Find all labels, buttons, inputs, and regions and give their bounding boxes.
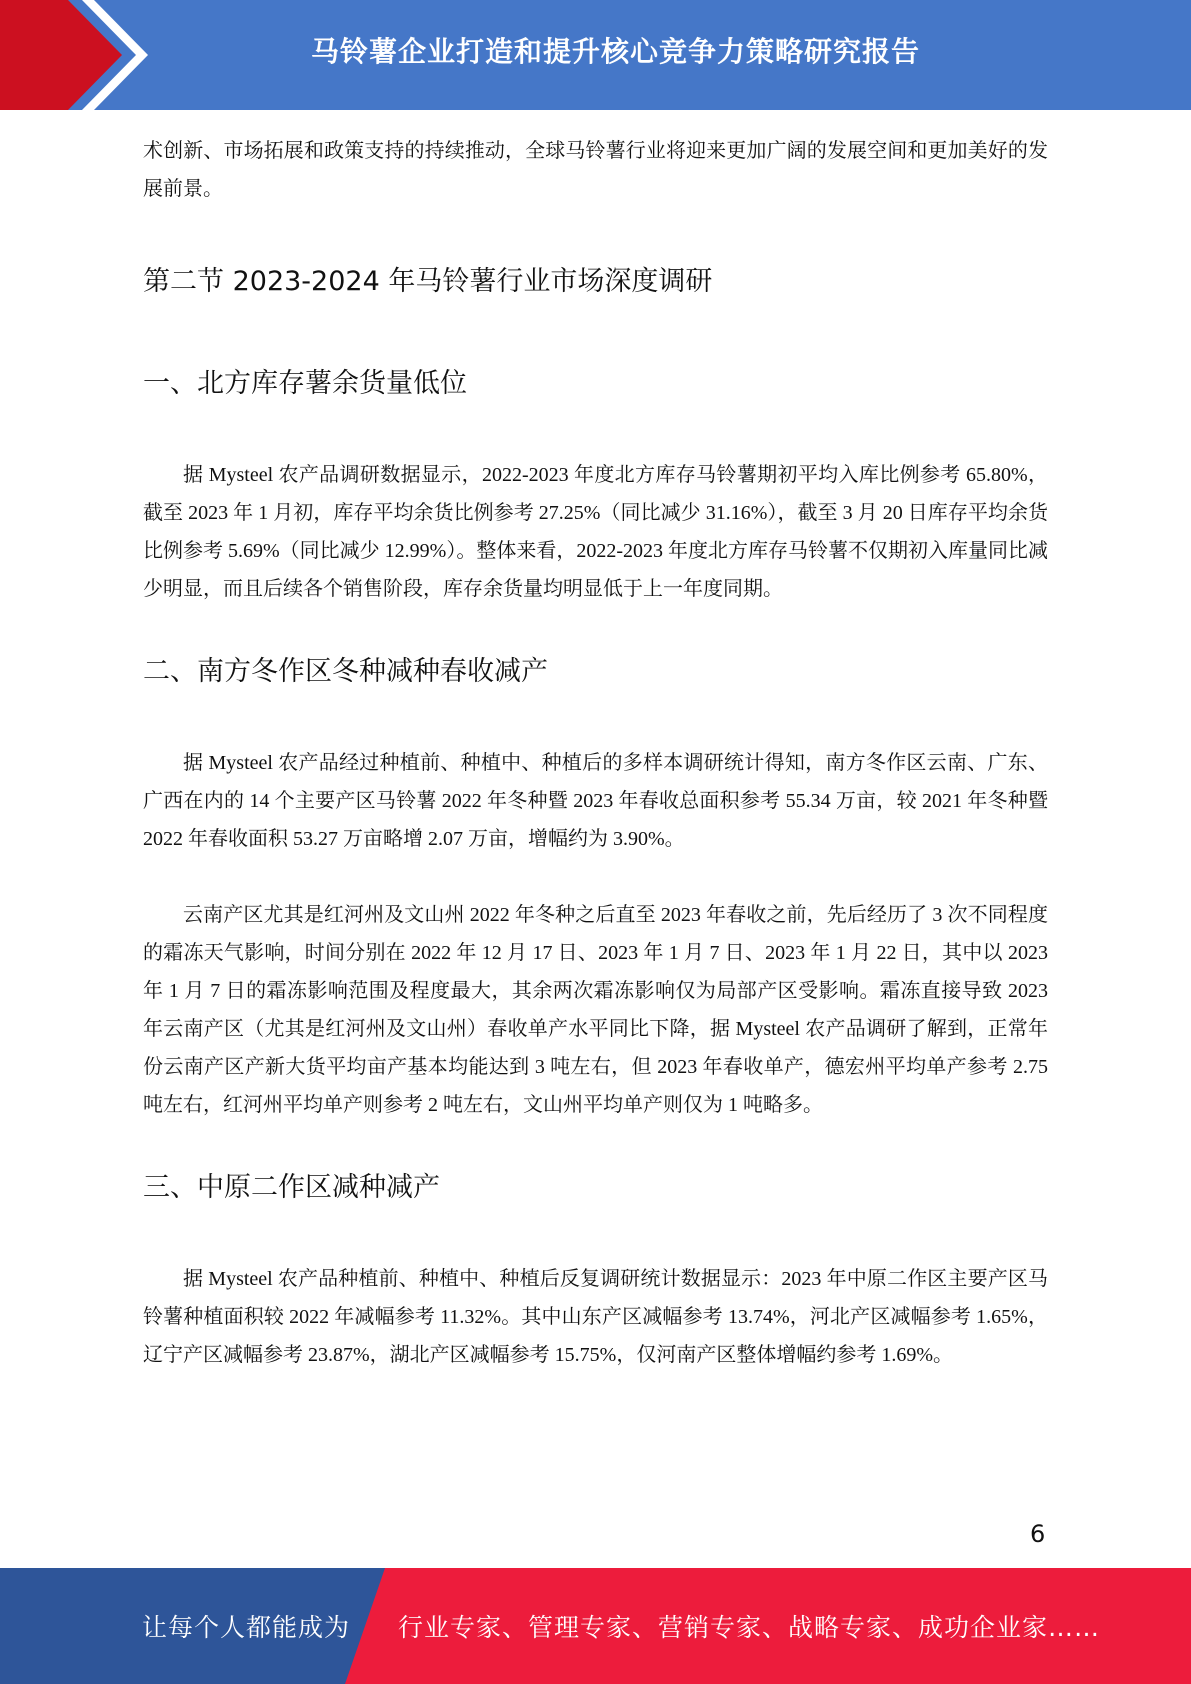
subsection-1-paragraph-1: 据 Mysteel 农产品调研数据显示，2022-2023 年度北方库存马铃薯期初平均入库比例参考 65.80%，截至 2023 年 1 月初，库存平均余货比例参考 27.25%（同比减少 31.16%），截至 3 月 20 日库存平均余货比例参考 5.69%（同比减少 12.99%）。整体来看，2022-2023 年度北方库存马铃薯不仅期初入库量同比减少明显，而且后续各个销售阶段，库存余货量均明显低于上一年度同期。 [143, 464, 1048, 600]
subsection-heading-1: 一、北方库存薯余货量低位 [143, 368, 467, 399]
section-title: 第二节 2023-2024 年马铃薯行业市场深度调研 [143, 266, 713, 297]
subsection-2-paragraph-1: 据 Mysteel 农产品经过种植前、种植中、种植后的多样本调研统计得知，南方冬作区云南、广东、广西在内的 14 个主要产区马铃薯 2022 年冬种暨 2023 年春收总面积参考 55.34 万亩，较 2021 年冬种暨 2022 年春收面积 53.27 万亩略增 2.07 万亩，增幅约为 3.90%。 [143, 752, 1048, 850]
footer-slogan-left: 让每个人都能成为 [142, 1613, 351, 1642]
footer-slogan-right: 行业专家、管理专家、营销专家、战略专家、成功企业家…… [398, 1613, 1101, 1642]
report-footer [0, 1568, 1191, 1684]
subsection-heading-3: 三、中原二作区减种减产 [143, 1172, 440, 1203]
intro-paragraph: 术创新、市场拓展和政策支持的持续推动，全球马铃薯行业将迎来更加广阔的发展空间和更加美好的发展前景。 [143, 140, 1048, 200]
subsection-heading-2: 二、南方冬作区冬种减种春收减产 [143, 656, 548, 687]
page-number: 6 [1030, 1520, 1046, 1548]
subsection-3-paragraph-1: 据 Mysteel 农产品种植前、种植中、种植后反复调研统计数据显示：2023 年中原二作区主要产区马铃薯种植面积较 2022 年减幅参考 11.32%。其中山东产区减幅参考 13.74%，河北产区减幅参考 1.65%，辽宁产区减幅参考 23.87%，湖北产区减幅参考 15.75%，仅河南产区整体增幅约参考 1.69%。 [143, 1268, 1048, 1366]
page-content [143, 132, 1048, 1374]
report-title: 马铃薯企业打造和提升核心竞争力策略研究报告 [310, 35, 920, 68]
subsection-2-paragraph-2: 云南产区尤其是红河州及文山州 2022 年冬种之后直至 2023 年春收之前，先后经历了 3 次不同程度的霜冻天气影响，时间分别在 2022 年 12 月 17 日、2023 年 1 月 7 日、2023 年 1 月 22 日，其中以 2023 年 1 月 7 日的霜冻影响范围及程度最大，其余两次霜冻影响仅为局部产区受影响。霜冻直接导致 2023 年云南产区（尤其是红河州及文山州）春收单产水平同比下降，据 Mysteel 农产品调研了解到，正常年份云南产区产新大货平均亩产基本均能达到 3 吨左右，但 2023 年春收单产，德宏州平均单产参考 2.75 吨左右，红河州平均单产则参考 2 吨左右，文山州平均单产则仅为 1 吨略多。 [143, 904, 1048, 1116]
report-header [0, 0, 1191, 110]
